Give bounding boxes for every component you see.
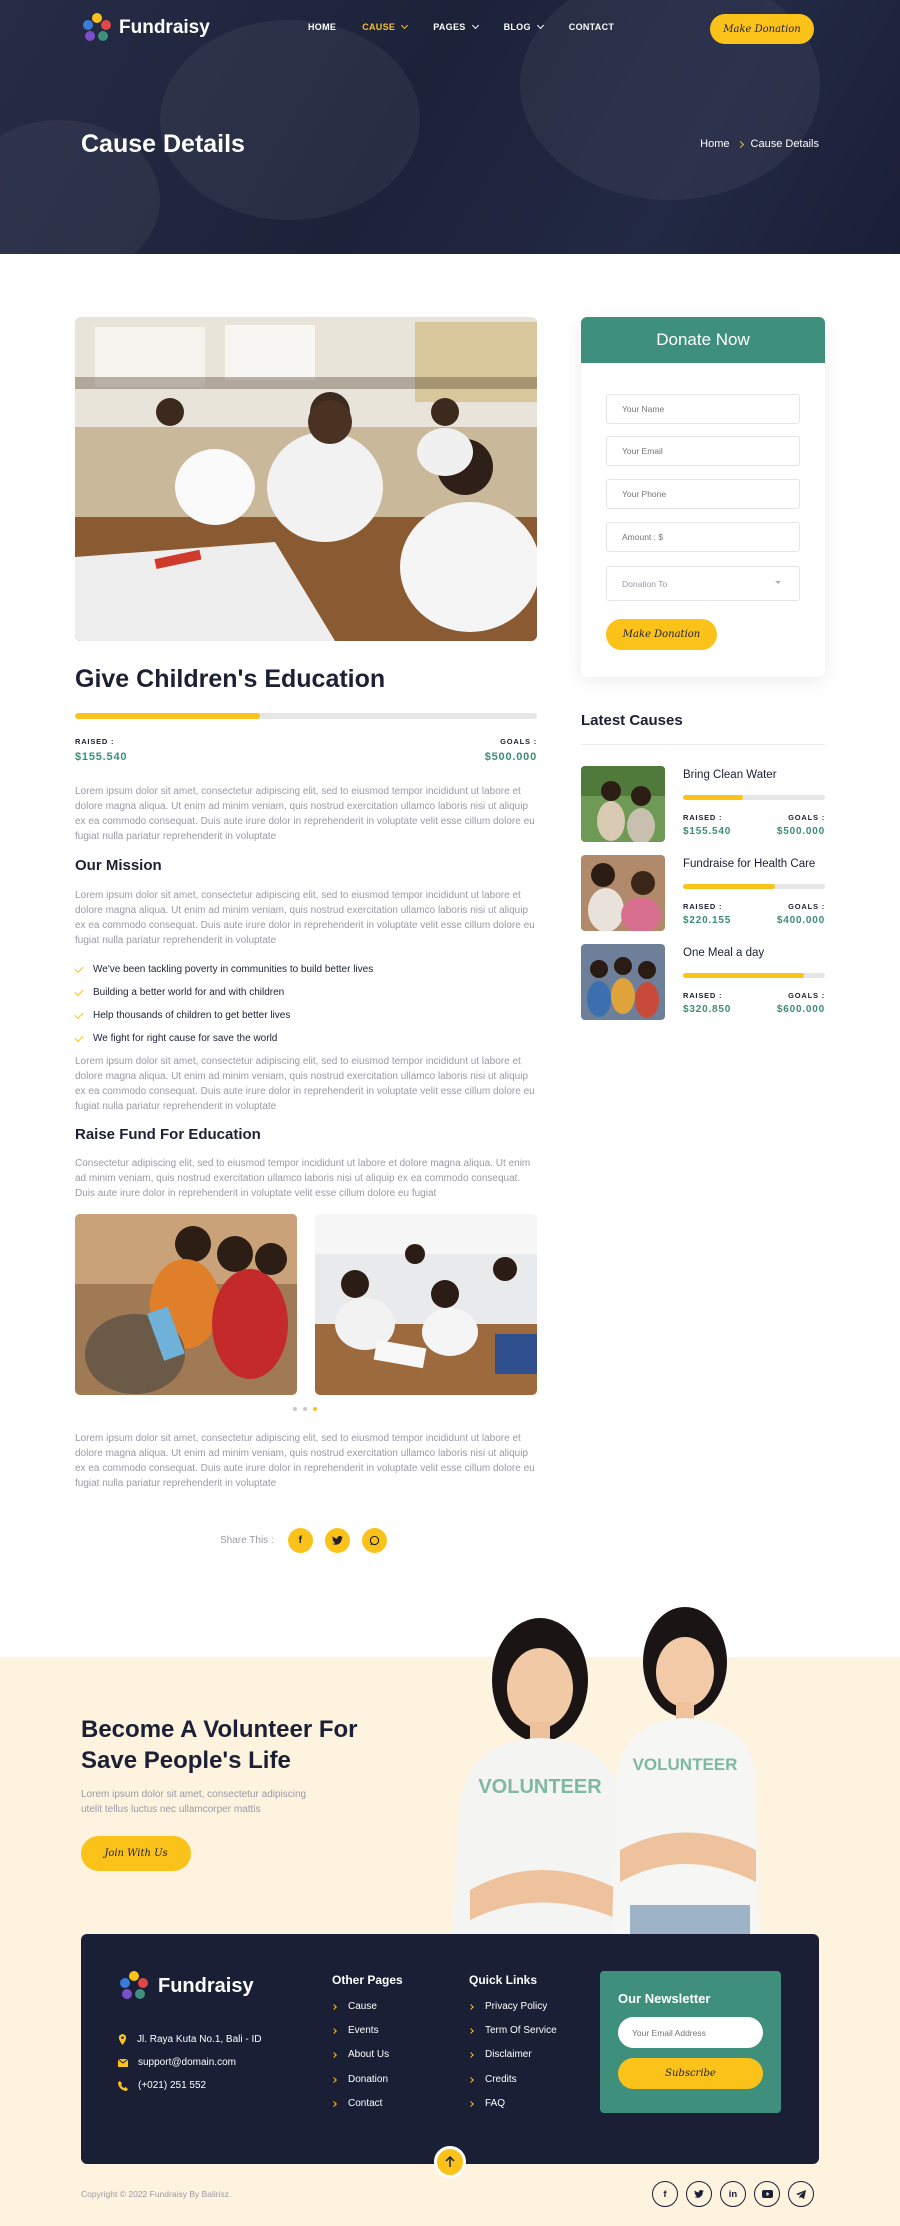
volunteers-photo [430,1600,770,1934]
location-pin-icon [118,2034,127,2045]
gallery-pagination [293,1407,317,1411]
volunteer-text: Lorem ipsum dolor sit amet, consectetur adipiscing utelit tellus luctus nec ullamcorper mattis [81,1789,307,1815]
raise-fund-text: Consectetur adipiscing elit, sed to eiusmod tempor incididunt ut labore et dolore magna aliqua. Ut enim ad minim veniam, quis nostrud exercitation ullamco laboris nisi ut aliquip ex ea commodo consequat. Duis aute irure dolor in reprehenderit in voluptate velit esse cillum dolore eu fugiat [75,1158,531,1199]
footer-address-text: Jl. Raya Kuta No.1, Bali - ID [137,2034,262,2045]
footer-social-icons [652,2181,814,2207]
facebook-icon[interactable]: f [288,1528,313,1553]
breadcrumb-current: Cause Details [750,138,819,150]
nav-cause-label: CAUSE [362,22,396,32]
facebook-icon[interactable]: f [652,2181,678,2207]
footer-link-privacy[interactable] [469,2001,547,2012]
name-field[interactable] [606,394,800,424]
chevron-right-icon [331,2004,337,2010]
footer-link-credits[interactable] [469,2074,517,2085]
telegram-icon[interactable] [788,2181,814,2207]
latest-cause-progress [683,795,825,800]
raised-label: RAISED : [75,737,115,746]
cause-main-image [75,317,537,641]
main-nav [308,22,640,32]
goals-amount: $500.000 [776,826,825,837]
classroom-photo [75,317,537,641]
goals-amount: $400.000 [776,915,825,926]
footer-link-label: Credits [485,2074,517,2085]
hero-bg-shape [160,20,420,220]
chevron-down-icon [537,22,544,29]
footer-phone-text: (+021) 251 552 [138,2080,207,2091]
donate-card [581,317,825,677]
goals-amount: $500.000 [484,751,537,763]
raised-amount: $320.850 [683,1004,732,1015]
latest-cause-thumbnail[interactable] [581,944,665,1020]
footer-link-label: Contact [348,2098,383,2109]
volunteer-title-line1: Become A Volunteer For [81,1716,358,1743]
volunteer-title-line2: Save People's Life [81,1747,291,1774]
logo-mark-icon [118,1970,150,2002]
join-with-us-button[interactable]: Join With Us [81,1836,191,1871]
raised-amount: $155.540 [75,751,128,763]
footer-link-label: About Us [348,2049,390,2060]
volunteer-shirt-text: VOLUNTEER [478,1776,602,1798]
goals-amount: $600.000 [776,1004,825,1015]
latest-cause-progress-fill [683,884,775,889]
goals-label: GOALS : [788,991,825,1000]
footer-link-label: Donation [348,2074,389,2085]
page-title: Cause Details [81,130,245,158]
list-item-text: Help thousands of children to get better lives [93,1010,291,1021]
latest-cause-title[interactable]: Bring Clean Water [683,769,777,781]
breadcrumb [700,138,819,150]
brand-name: Fundraisy [119,17,210,38]
goals-label: GOALS : [500,737,537,746]
list-item-text: We fight for right cause for save the world [93,1033,278,1044]
list-item [75,981,373,1004]
latest-cause-title[interactable]: Fundraise for Health Care [683,858,816,870]
footer-link-events[interactable] [332,2025,379,2036]
cause-progress-fill [75,713,260,719]
chevron-right-icon [468,2077,474,2083]
check-icon [74,1032,83,1041]
raised-label: RAISED : [683,902,723,911]
donation-to-value: Donation To [622,578,668,589]
latest-cause-thumbnail[interactable] [581,855,665,931]
children-photo [581,766,665,842]
list-item [75,1004,373,1027]
chevron-right-icon [468,2028,474,2034]
gallery-dot-active[interactable] [313,1407,317,1411]
footer-link-label: Cause [348,2001,377,2012]
nav-home[interactable]: HOME [308,22,337,32]
chevron-right-icon [331,2101,337,2107]
footer-brand-name: Fundraisy [158,1974,254,1997]
mission-title: Our Mission [75,857,162,874]
divider [581,744,825,745]
brand-logo[interactable] [81,12,210,44]
chevron-right-icon [736,140,743,147]
goals-label: GOALS : [788,813,825,822]
chevron-right-icon [468,2101,474,2107]
footer-phone[interactable] [118,2080,206,2091]
other-pages-title: Other Pages [332,1973,403,1987]
donate-title: Donate Now [581,317,825,363]
children-photo [75,1214,297,1395]
chevron-down-icon [472,22,479,29]
envelope-icon [118,2059,128,2067]
share-label: Share This : [220,1535,274,1546]
latest-cause-progress-fill [683,795,743,800]
footer-link-label: Privacy Policy [485,2001,548,2012]
nav-cause[interactable] [362,22,407,32]
mission-text: Lorem ipsum dolor sit amet, consectetur adipiscing elit, sed to eiusmod tempor incididunt ut labore et dolore magna aliqua. Ut enim ad minim veniam, quis nostrud exercitation ullamco laboris nisi ut aliquip ex ea commodo consequat. Duis aute irure dolor in reprehenderit in voluptate velit esse cillum dolore eu fugiat nulla pariatur reprehenderit in voluptate [75,890,535,946]
whatsapp-icon[interactable] [362,1528,387,1553]
raised-amount: $220.155 [683,915,732,926]
chevron-right-icon [468,2052,474,2058]
latest-cause-progress-fill [683,973,804,978]
check-icon [74,986,83,995]
amount-field[interactable] [606,522,800,552]
nav-pages[interactable] [433,22,477,32]
footer-link-label: Disclaimer [485,2049,532,2060]
raise-fund-title: Raise Fund For Education [75,1126,261,1143]
footer-address [118,2034,262,2045]
donation-to-select[interactable] [606,566,800,601]
footer-link-label: Events [348,2025,379,2036]
make-donation-button[interactable]: Make Donation [606,619,717,650]
footer-link-label: FAQ [485,2098,506,2109]
footer-link-donation[interactable] [332,2074,388,2085]
chevron-right-icon [331,2052,337,2058]
footer-link-contact[interactable] [332,2098,382,2109]
chevron-down-icon [401,22,408,29]
chevron-right-icon [331,2077,337,2083]
latest-cause-progress [683,973,825,978]
linkedin-icon[interactable]: in [720,2181,746,2207]
footer-link-disclaimer[interactable] [469,2049,532,2060]
classroom-photo [315,1214,537,1395]
header-donate-button[interactable]: Make Donation [710,14,814,44]
meal-photo [581,944,665,1020]
breadcrumb-home[interactable]: Home [700,138,730,150]
newsletter-box [600,1971,781,2113]
page-hero [0,0,900,254]
youtube-icon[interactable] [754,2181,780,2207]
logo-mark-icon [81,12,113,44]
check-icon [74,1009,83,1018]
quick-links-title: Quick Links [469,1973,538,1987]
volunteer-title [81,1714,358,1776]
raised-amount: $155.540 [683,826,732,837]
email-field[interactable] [606,436,800,466]
raised-label: RAISED : [683,991,723,1000]
latest-causes-title: Latest Causes [581,712,683,729]
footer-link-faq[interactable] [469,2098,505,2109]
twitter-icon[interactable] [686,2181,712,2207]
latest-cause-title[interactable]: One Meal a day [683,947,765,959]
check-icon [74,963,83,972]
phone-icon [118,2081,128,2091]
chevron-right-icon [468,2004,474,2010]
back-to-top-button[interactable] [434,2146,466,2178]
cause-title: Give Children's Education [75,665,386,693]
subscribe-button[interactable]: Subscribe [618,2058,763,2089]
volunteer-shirt-text: VOLUNTEER [632,1755,738,1774]
newsletter-title: Our Newsletter [618,1991,711,2006]
chevron-right-icon [331,2028,337,2034]
closing-text: Lorem ipsum dolor sit amet, consectetur adipiscing elit, sed to eiusmod tempor incididunt ut labore et dolore magna aliqua. Ut enim ad minim veniam, quis nostrud exercitation ullamco laboris nisi ut aliquip ex ea commodo consequat. Duis aute irure dolor in reprehenderit in voluptate velit esse cillum dolore eu fugiat nulla pariatur reprehenderit in voluptate [75,1433,535,1489]
footer [81,1934,819,2164]
footer-brand-logo[interactable] [118,1970,254,2002]
copyright-text: Copyright © 2022 Fundraisy By Balirisz. [81,2189,232,2199]
footer-link-label: Term Of Service [485,2025,557,2036]
share-bar [220,1528,387,1553]
newsletter-email-input[interactable] [618,2017,763,2048]
nav-blog[interactable] [504,22,543,32]
arrow-up-icon [444,2156,456,2168]
gallery-dot[interactable] [303,1407,307,1411]
cause-intro-text: Lorem ipsum dolor sit amet, consectetur adipiscing elit, sed to eiusmod tempor incididunt ut labore et dolore magna aliqua. Ut enim ad minim veniam, quis nostrud exercitation ullamco laboris nisi ut aliquip ex ea commodo consequat. Duis aute irure dolor in reprehenderit in voluptate velit esse cillum dolore eu fugiat nulla pariatur reprehenderit in voluptate [75,786,535,842]
list-item-text: We've been tackling poverty in communities to build better lives [93,964,374,975]
nav-pages-label: PAGES [433,22,466,32]
twitter-icon[interactable] [325,1528,350,1553]
nav-blog-label: BLOG [503,22,531,32]
gallery-image[interactable] [75,1214,297,1395]
footer-link-about[interactable] [332,2049,389,2060]
latest-cause-thumbnail[interactable] [581,766,665,842]
mission-checklist [75,958,373,1050]
gallery-dot[interactable] [293,1407,297,1411]
latest-cause-progress [683,884,825,889]
gallery-image[interactable] [315,1214,537,1395]
footer-email-text: support@domain.com [138,2057,236,2068]
health-care-photo [581,855,665,931]
phone-field[interactable] [606,479,800,509]
cause-progress-bar [75,713,537,719]
footer-link-cause[interactable] [332,2001,377,2012]
footer-link-terms[interactable] [469,2025,557,2036]
goals-label: GOALS : [788,902,825,911]
after-list-text: Lorem ipsum dolor sit amet, consectetur adipiscing elit, sed to eiusmod tempor incididunt ut labore et dolore magna aliqua. Ut enim ad minim veniam, quis nostrud exercitation ullamco laboris nisi ut aliquip ex ea commodo consequat. Duis aute irure dolor in reprehenderit in voluptate velit esse cillum dolore eu fugiat nulla pariatur reprehenderit in voluptate [75,1056,535,1112]
list-item [75,958,373,981]
chevron-down-icon [775,581,781,584]
list-item [75,1027,373,1050]
nav-contact[interactable]: CONTACT [568,22,615,32]
footer-email[interactable] [118,2057,236,2068]
list-item-text: Building a better world for and with children [93,987,285,998]
raised-label: RAISED : [683,813,723,822]
